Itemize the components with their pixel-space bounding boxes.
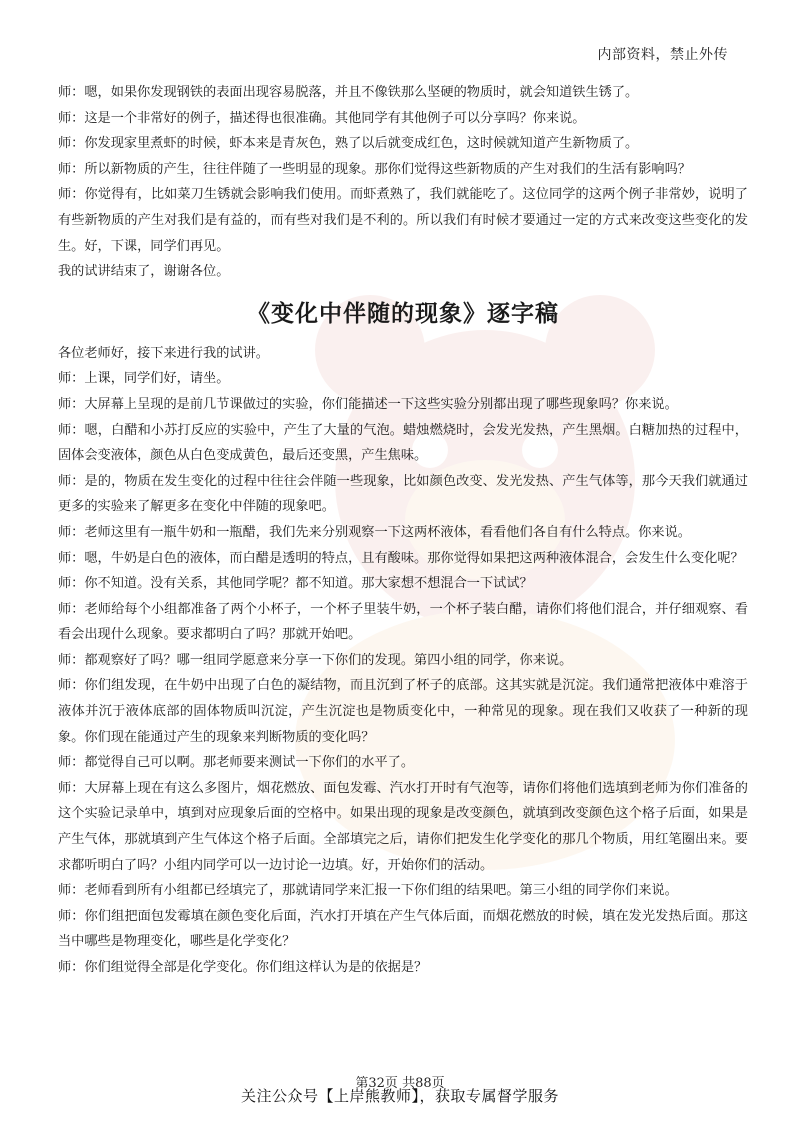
paragraph: 师：老师给每个小组都准备了两个小杯子，一个杯子里装牛奶，一个杯子装白醋，请你们将他们混合，并仔细观察、看看会出现什么现象。要求都明白了吗？那就开始吧。 xyxy=(58,601,748,643)
paragraph: 师：这是一个非常好的例子，描述得也很准确。其他同学有其他例子可以分享吗？你来说。 xyxy=(58,110,586,126)
paragraph: 师：上课，同学们好，请坐。 xyxy=(58,371,230,387)
confidential-notice: 内部资料，禁止外传 xyxy=(597,47,728,63)
paragraph: 师：都觉得自己可以啊。那老师要来测试一下你们的水平了。 xyxy=(58,755,415,771)
paragraph: 师：你不知道。没有关系，其他同学呢？都不知道。那大家想不想混合一下试试？ xyxy=(58,576,533,592)
page-number: 第32页 共88页 xyxy=(355,1076,445,1091)
paragraph: 各位老师好，接下来进行我的试讲。 xyxy=(58,345,269,361)
paragraph: 师：你们组把面包发霉填在颜色变化后面，汽水打开填在产生气体后面，而烟花燃放的时候，填在发光发热后面。那这当中哪些是物理变化，哪些是化学变化？ xyxy=(58,908,748,950)
paragraph: 师：嗯，牛奶是白色的液体，而白醋是透明的特点，且有酸味。那你觉得如果把这两种液体混合，会发生什么变化呢？ xyxy=(58,550,744,566)
document-body xyxy=(58,80,748,981)
paragraph: 师：你发现家里煮虾的时候，虾本来是青灰色，熟了以后就变成红色，这时候就知道产生新物质了。 xyxy=(58,136,639,152)
paragraph: 师：老师这里有一瓶牛奶和一瓶醋，我们先来分别观察一下这两杯液体，看看他们各自有什么特点。你来说。 xyxy=(58,524,691,540)
paragraph: 师：你们组觉得全部是化学变化。你们组这样认为是的依据是？ xyxy=(58,960,428,975)
paragraph: 师：老师看到所有小组都已经填完了，那就请同学来汇报一下你们组的结果吧。第三小组的同学你们来说。 xyxy=(58,883,678,899)
paragraph: 师：你觉得有，比如菜刀生锈就会影响我们使用。而虾煮熟了，我们就能吃了。这位同学的这两个例子非常妙，说明了有些新物质的产生对我们是有益的，而有些对我们是不利的。所以我们有时候才要通过一定的方式来改变这些变化的发生。好，下课，同学们再见。 xyxy=(58,187,748,254)
paragraph: 师：你们组发现，在牛奶中出现了白色的凝结物，而且沉到了杯子的底部。这其实就是沉淀。我们通常把液体中难溶于液体并沉于液体底部的固体物质叫沉淀，产生沉淀也是物质变化中，一种常见的现象。现在我们又收获了一种新的现象。你们现在能通过产生的现象来判断物质的变化吗？ xyxy=(58,678,748,745)
paragraph: 师：嗯，白醋和小苏打反应的实验中，产生了大量的气泡。蜡烛燃烧时，会发光发热，产生黑烟。白糖加热的过程中，固体会变液体，颜色从白色变成黄色，最后还变黑，产生焦味。 xyxy=(58,422,748,464)
transcript-body xyxy=(58,341,748,981)
paragraph: 师：嗯，如果你发现钢铁的表面出现容易脱落，并且不像铁那么坚硬的物质时，就会知道铁生锈了。 xyxy=(58,85,639,100)
paragraph: 师：都观察好了吗？哪一组同学愿意来分享一下你们的发现。第四小组的同学，你来说。 xyxy=(58,652,573,668)
paragraph: 师：大屏幕上呈现的是前几节课做过的实验，你们能描述一下这些实验分别都出现了哪些现象吗？你来说。 xyxy=(58,396,678,412)
footer-promo: 关注公众号【上岸熊教师】，获取专属督学服务 xyxy=(240,1087,559,1105)
paragraph: 师：所以新物质的产生，往往伴随了一些明显的现象。那你们觉得这些新物质的产生对我们的生活有影响吗？ xyxy=(58,161,691,177)
paragraph: 师：是的，物质在发生变化的过程中往往会伴随一些现象，比如颜色改变、发光发热、产生气体等，那今天我们就通过更多的实验来了解更多在变化中伴随的现象吧。 xyxy=(58,473,748,515)
paragraph: 我的试讲结束了，谢谢各位。 xyxy=(58,264,230,280)
paragraph: 师：大屏幕上现在有这么多图片，烟花燃放、面包发霉、汽水打开时有气泡等，请你们将他们选填到老师为你们准备的这个实验记录单中，填到对应现象后面的空格中。如果出现的现象是改变颜色，就填到改变颜色这个格子后面，如果是产生气体，那就填到产生气体这个格子后面。全部填完之后，请你们把发生化学变化的那几个物质，用红笔圈出来。要求都听明白了吗？小组内同学可以一边讨论一边填。好，开始你们的活动。 xyxy=(58,780,748,873)
section-title: 《变化中伴随的现象》逐字稿 xyxy=(247,300,559,327)
previous-transcript-ending xyxy=(58,80,748,285)
